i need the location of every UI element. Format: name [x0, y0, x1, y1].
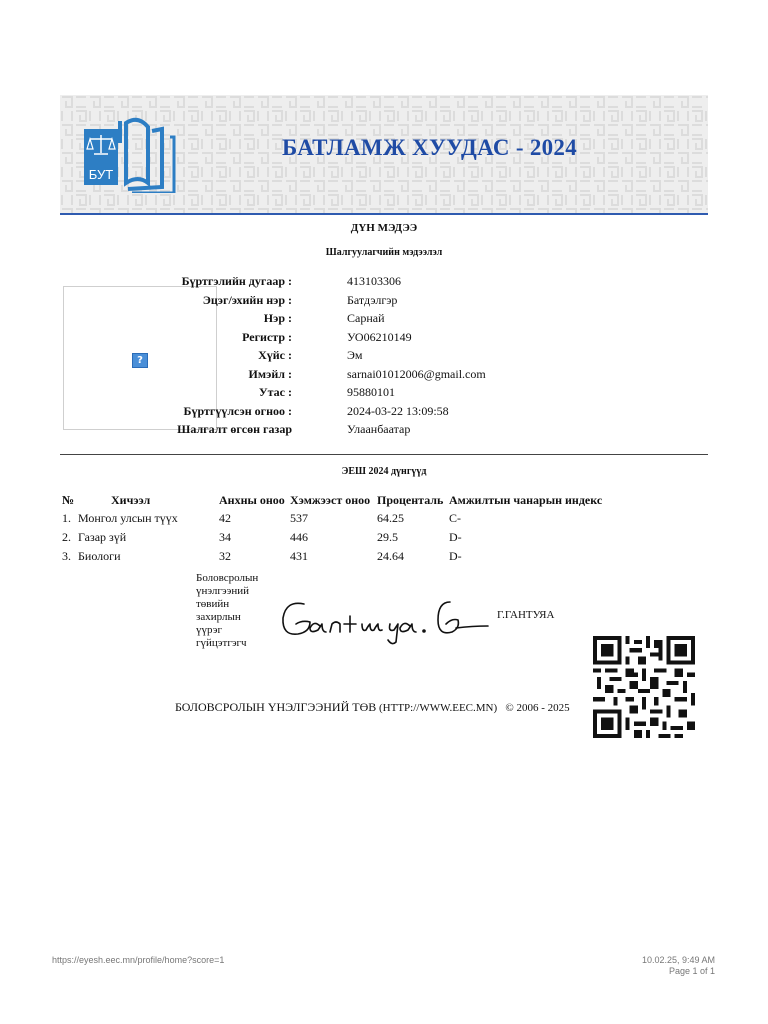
info-value: 2024-03-22 13:09:58	[347, 403, 449, 418]
signatory-name: Г.ГАНТУЯА	[497, 609, 555, 621]
handwritten-signature	[280, 596, 490, 646]
issuer-footer	[175, 700, 570, 715]
info-label: Бүртгэлийн дугаар :	[181, 274, 292, 288]
signatory-title-line: захирлын	[196, 611, 241, 623]
achievement-index: D-	[449, 549, 462, 563]
header-percentile: Проценталь	[377, 492, 444, 507]
info-label: Утас :	[258, 385, 292, 399]
logo-text: БУТ	[88, 167, 114, 182]
examinee-section-title: Шалгуулагчийн мэдээлэл	[325, 247, 443, 258]
scaled-score: 446	[290, 530, 308, 544]
row-number: 1.	[62, 511, 71, 525]
info-row-exam-location	[150, 422, 550, 440]
scaled-score: 537	[290, 511, 308, 525]
info-value: 95880101	[347, 385, 395, 399]
info-row-parent-name	[150, 293, 550, 311]
info-label: Нэр :	[263, 311, 292, 325]
info-value: Батдэлгэр	[347, 292, 398, 307]
subject-name: Монгол улсын түүх	[78, 511, 178, 525]
achievement-index: D-	[449, 530, 462, 544]
row-number: 3.	[62, 549, 71, 563]
signatory-title-line: Боловсролын	[196, 572, 259, 584]
info-label: Хүйс :	[258, 348, 292, 362]
certificate-header	[60, 95, 708, 215]
info-value: Эм	[347, 348, 363, 362]
but-logo	[82, 117, 178, 193]
info-row-phone	[150, 385, 550, 403]
info-label: Имэйл :	[248, 366, 292, 381]
info-label: Регистр :	[242, 329, 292, 344]
exam-results-title: ЭЕШ 2024 дүнгүүд	[341, 466, 427, 477]
print-timestamp: 10.02.25, 9:49 AM	[641, 955, 715, 965]
info-label: Бүртгүүлсэн огноо :	[183, 403, 292, 418]
info-row-registered-date	[150, 404, 550, 422]
info-value: 413103306	[347, 274, 401, 288]
signatory-title	[196, 572, 276, 650]
info-value: Сарнай	[347, 311, 385, 325]
info-row-name	[150, 311, 550, 329]
scaled-score: 431	[290, 549, 308, 563]
subject-name: Биологи	[78, 549, 121, 563]
info-value: sarnai01012006@gmail.com	[347, 366, 486, 381]
info-label: Шалгалт өгсөн газар	[177, 422, 292, 436]
raw-score: 42	[219, 511, 231, 525]
raw-score: 34	[219, 530, 231, 544]
signatory-title-line: үүрэг	[196, 624, 223, 636]
issuer-url: (HTTP://WWW.EEC.MN)	[379, 702, 498, 714]
qr-code	[591, 636, 697, 738]
section-divider	[60, 454, 708, 455]
info-value: УО06210149	[347, 329, 412, 344]
missing-image-icon: ?	[132, 353, 148, 368]
raw-score: 32	[219, 549, 231, 563]
table-row	[62, 547, 602, 566]
copyright: © 2006 - 2025	[505, 702, 570, 714]
info-row-email	[150, 367, 550, 385]
header-scaled-score: Хэмжээст оноо	[290, 492, 371, 507]
percentile: 24.64	[377, 549, 404, 563]
issuer-organization: БОЛОВСРОЛЫН ҮНЭЛГЭЭНИЙ ТӨВ	[175, 700, 377, 714]
info-value: Улаанбаатар	[347, 422, 411, 436]
info-row-register	[150, 330, 550, 348]
header-subject: Хичээл	[111, 492, 151, 507]
info-row-gender	[150, 348, 550, 366]
row-number: 2.	[62, 530, 71, 544]
signatory-title-line: төвийн	[196, 598, 230, 610]
print-page-number: Page 1 of 1	[668, 966, 715, 976]
header-number: №	[62, 492, 75, 507]
subject-name: Газар зүй	[78, 530, 127, 544]
table-row	[62, 528, 602, 547]
header-raw-score: Анхны оноо	[219, 492, 285, 507]
result-title: ДҮН МЭДЭЭ	[350, 222, 418, 234]
achievement-index: C-	[449, 511, 461, 525]
signatory-title-line: үнэлгээний	[196, 585, 250, 597]
signatory-title-line: гүйцэтгэгч	[196, 637, 247, 649]
scores-table	[62, 491, 602, 566]
header-achievement-index: Амжилтын чанарын индекс	[449, 492, 603, 507]
table-row	[62, 509, 602, 528]
info-label: Эцэг/эхийн нэр :	[202, 292, 292, 307]
print-url: https://eyesh.eec.mn/profile/home?score=1	[52, 955, 225, 965]
info-row-registration	[150, 274, 550, 292]
percentile: 29.5	[377, 530, 398, 544]
table-header-row	[62, 491, 602, 509]
certificate-title: БАТЛАМЖ ХУУДАС - 2024	[282, 135, 578, 160]
percentile: 64.25	[377, 511, 404, 525]
